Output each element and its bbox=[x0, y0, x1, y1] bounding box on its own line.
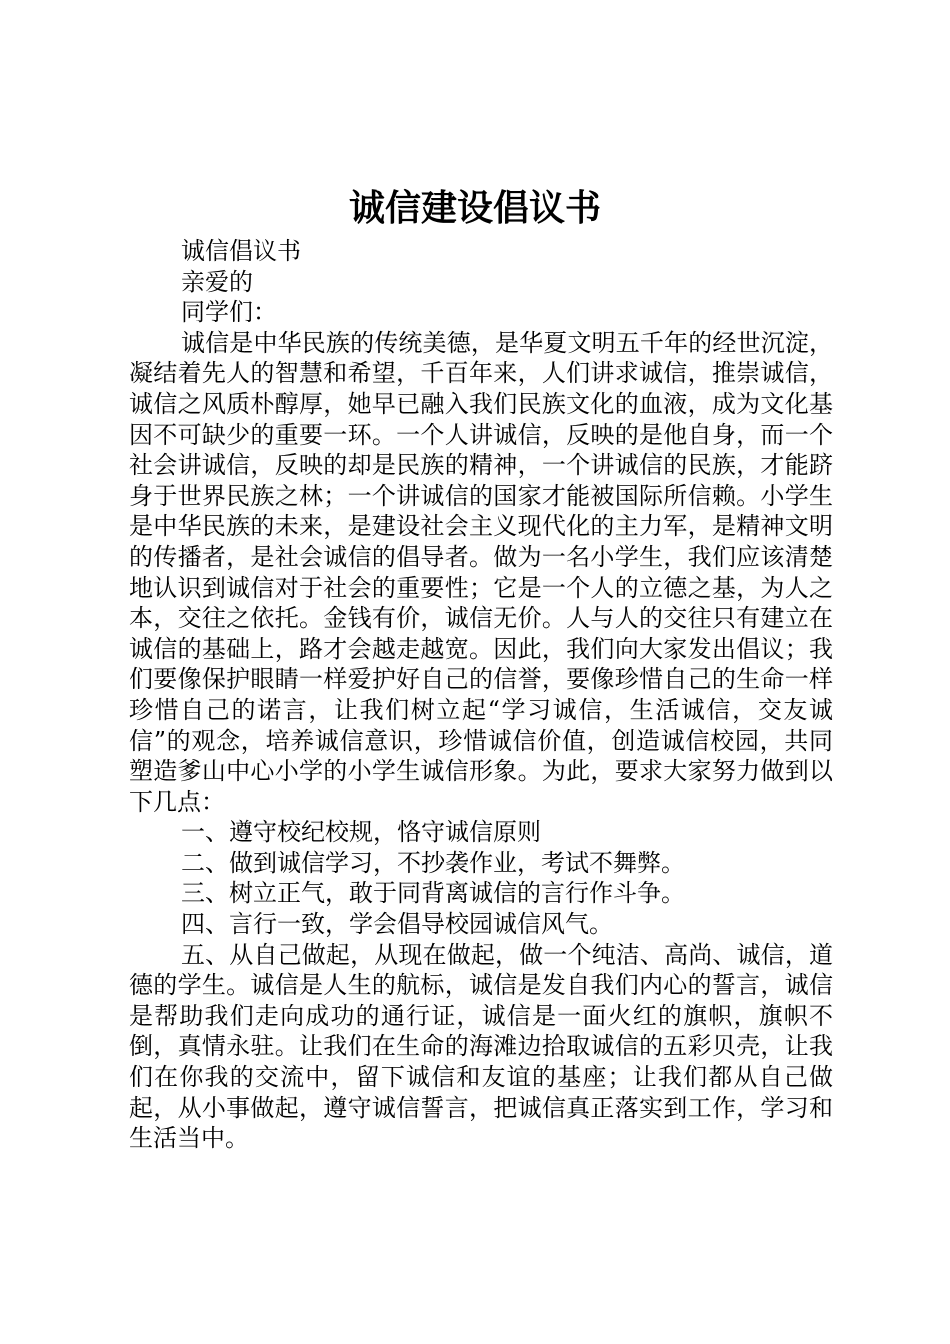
main-paragraph: 诚信是中华民族的传统美德，是华夏文明五千年的经世沉淀，凝结着先人的智慧和希望，千百年来，人们讲求诚信，推崇诚信，诚信之风质朴醇厚，她早已融入我们民族文化的血液，成为文化基因不可缺少的重要一环。一个人讲诚信，反映的是他自身，而一个社会讲诚信，反映的却是民族的精神，一个讲诚信的民族，才能跻身于世界民族之林；一个讲诚信的国家才能被国际所信赖。小学生是中华民族的未来，是建设社会主义现代化的主力军，是精神文明的传播者，是社会诚信的倡导者。做为一名小学生，我们应该清楚地认识到诚信对于社会的重要性；它是一个人的立德之基，为人之本，交往之依托。金钱有价，诚信无价。人与人的交往只有建立在诚信的基础上，路才会越走越宽。因此，我们向大家发出倡议；我们要像保护眼睛一样爱护好自己的信誉，要像珍惜自己的生命一样珍惜自己的诺言，让我们树立起“学习诚信，生活诚信，交友诚信”的观念，培养诚信意识，珍惜诚信价值，创造诚信校园，共同塑造爹山中心小学的小学生诚信形象。为此，要求大家努力做到以下几点： bbox=[129, 328, 833, 816]
document-title: 诚信建设倡议书 bbox=[348, 187, 601, 229]
closing-paragraph: 五、从自己做起，从现在做起，做一个纯洁、高尚、诚信，道德的学生。诚信是人生的航标，诚信是发自我们内心的誓言，诚信是帮助我们走向成功的通行证，诚信是一面火红的旗帜，旗帜不倒，真情永驻。让我们在生命的海滩边拾取诚信的五彩贝壳，让我们在你我的交流中，留下诚信和友谊的基座；让我们都从自己做起，从小事做起，遵守诚信誓言，把诚信真正落实到工作，学习和生活当中。 bbox=[129, 940, 833, 1153]
list-item: 四、言行一致，学会倡导校园诚信风气。 bbox=[181, 910, 613, 939]
heading-line: 诚信倡议书 bbox=[181, 237, 301, 265]
salutation-line-1: 亲爱的 bbox=[181, 267, 253, 296]
list-item: 二、做到诚信学习，不抄袭作业，考试不舞弊。 bbox=[181, 848, 685, 877]
salutation-line-2: 同学们： bbox=[181, 298, 277, 327]
list-item: 一、遵守校纪校规，恪守诚信原则 bbox=[181, 818, 541, 847]
list-item: 三、树立正气，敢于同背离诚信的言行作斗争。 bbox=[181, 879, 685, 908]
document-body bbox=[129, 236, 833, 1154]
